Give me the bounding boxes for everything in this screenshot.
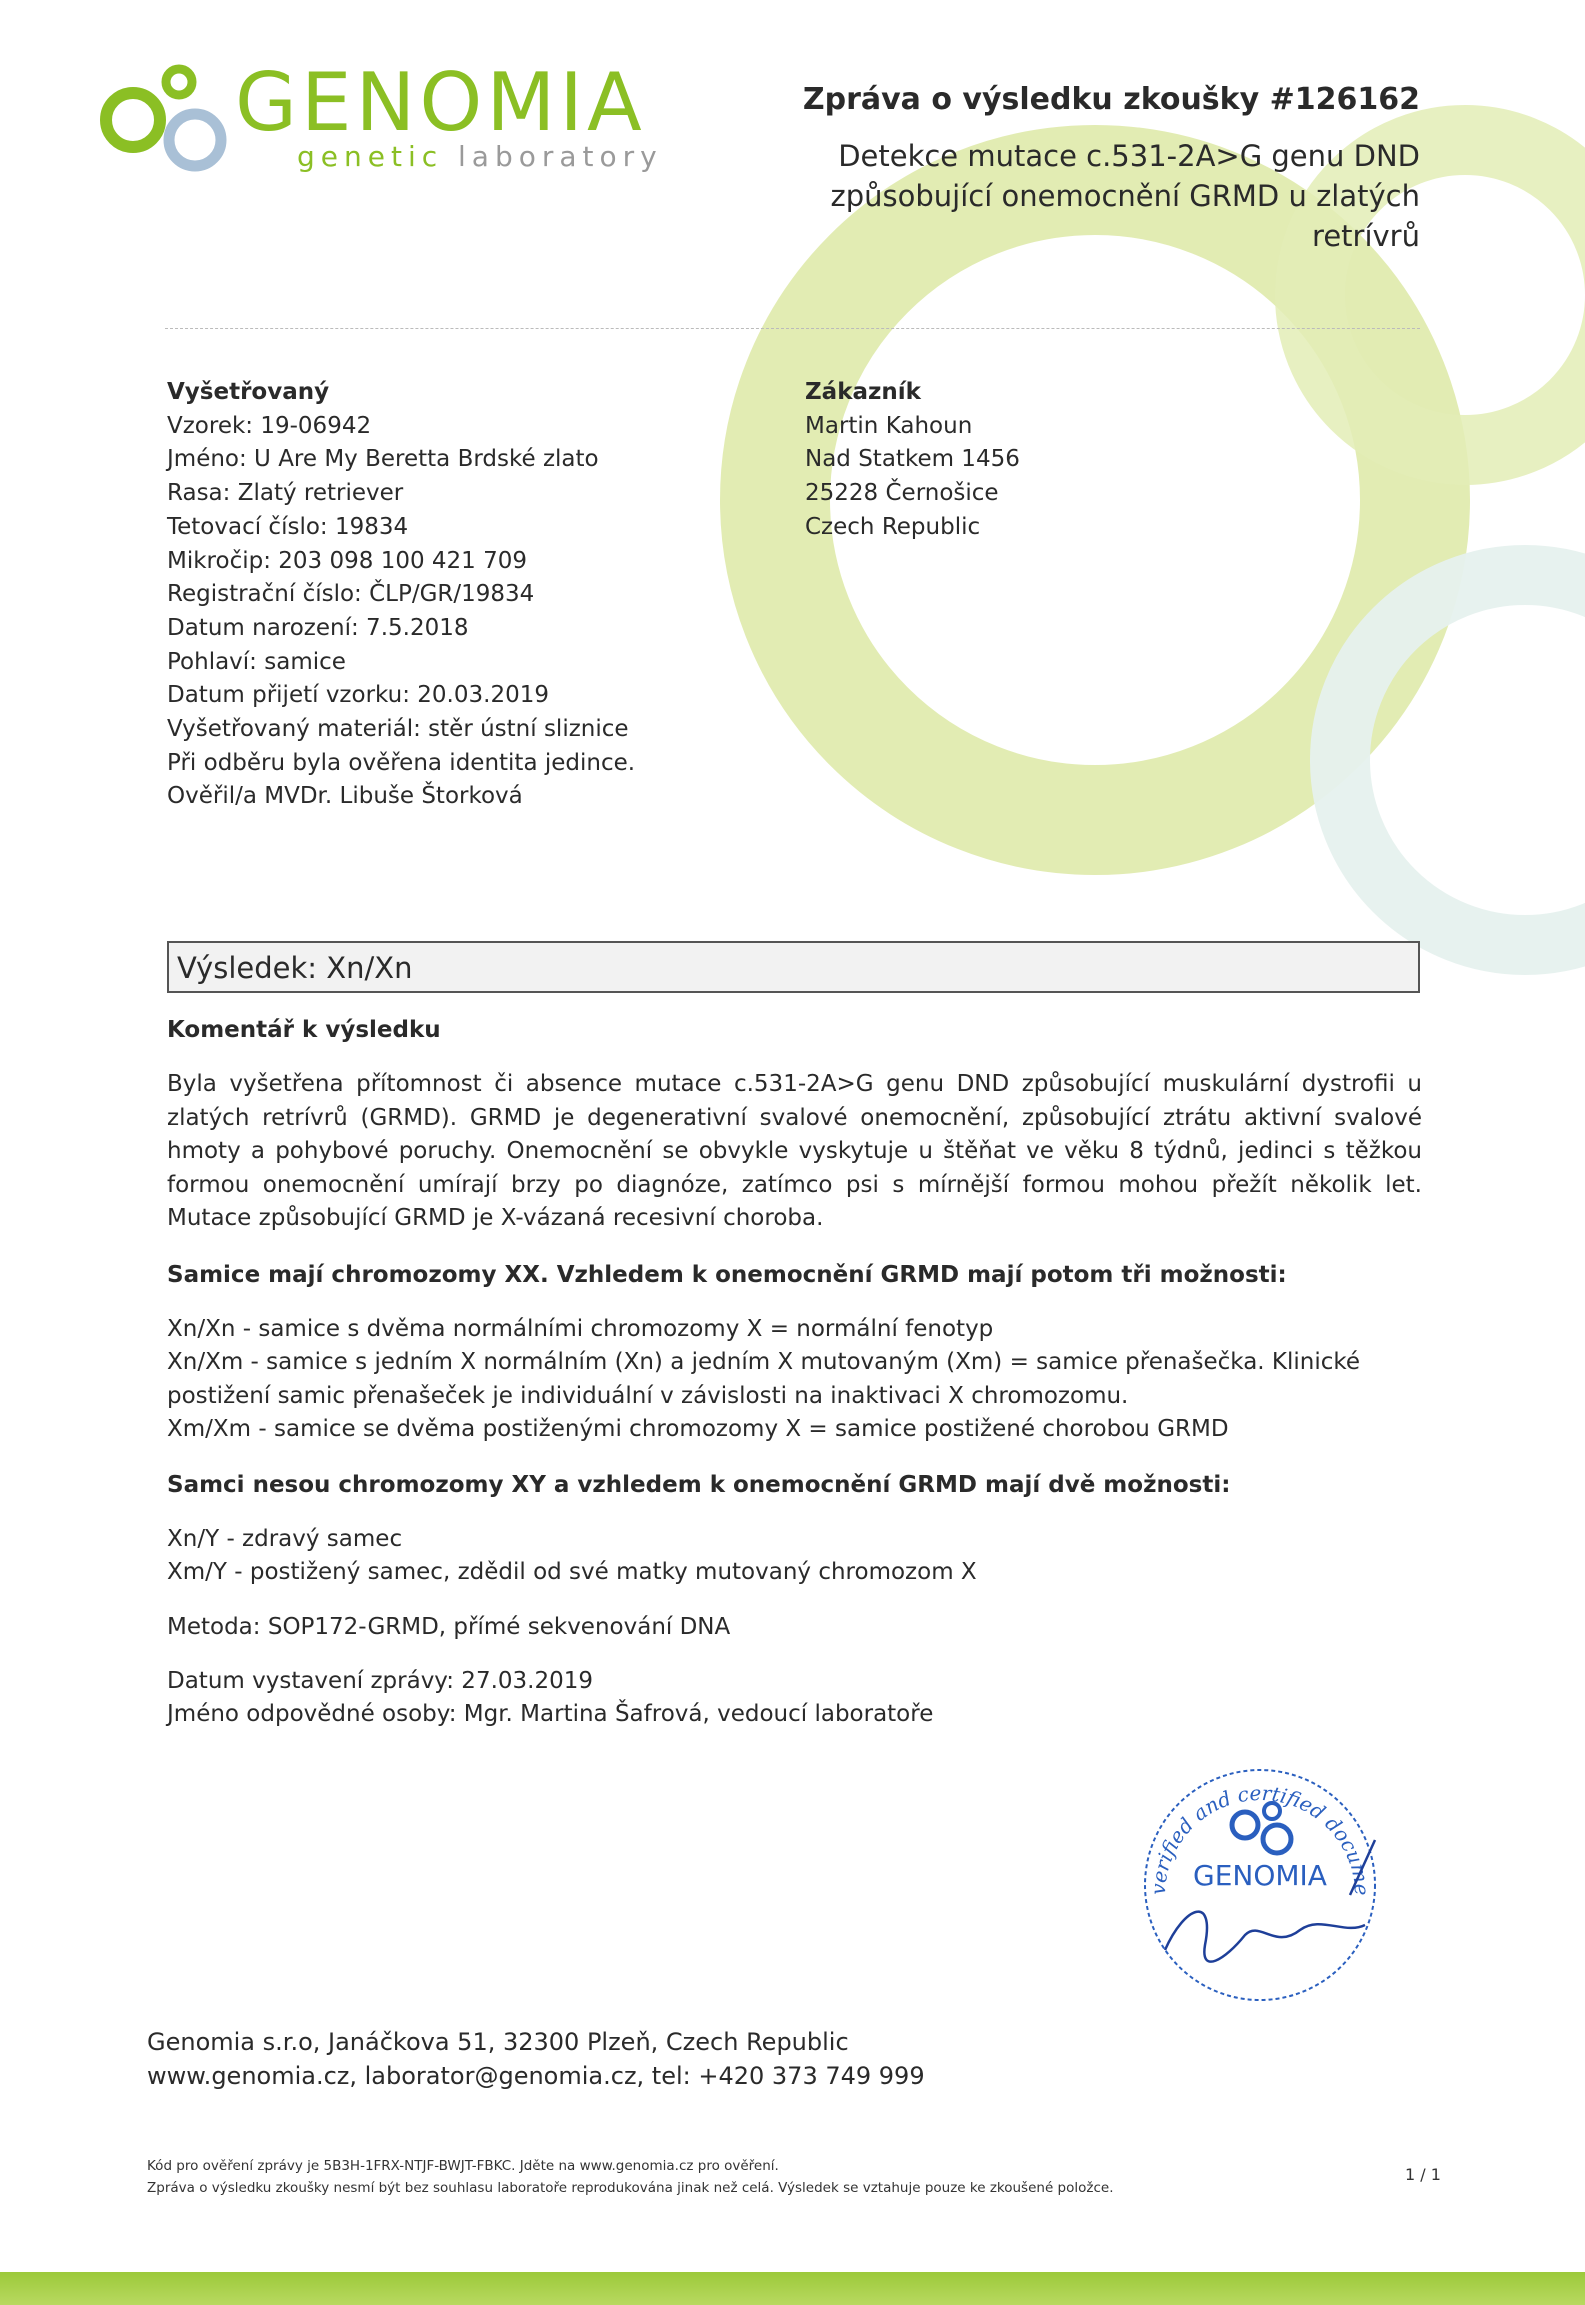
customer-line: Czech Republic — [805, 513, 981, 540]
males-line: Xm/Y - postižený samec, zdědil od své matky mutovaný chromozom X — [167, 1559, 977, 1585]
customer-line: 25228 Černošice — [805, 480, 999, 507]
females-line: Xm/Xm - samice se dvěma postiženými chromozomy X = samice postižené chorobou GRMD — [167, 1416, 1229, 1442]
footer-address: Genomia s.r.o, Janáčkova 51, 32300 Plzeň, Czech Republic www.genomia.cz, laborator@genomia.cz, tel: +420 373 749 999 — [147, 2028, 925, 2090]
stamp-graphic — [1125, 1745, 1395, 2015]
svg-text:verified and certified documen: verified and certified docume — [1145, 1780, 1375, 1897]
footer-notes — [147, 2155, 1114, 2199]
examined-line: Při odběru byla ověřena identita jedince. — [167, 749, 636, 776]
logo-wordmark: GENOMIA — [235, 56, 646, 149]
result-label: Výsledek: Xn/Xn — [177, 951, 413, 985]
result-box — [167, 941, 1420, 993]
certification-stamp — [1125, 1745, 1395, 2015]
header-divider — [165, 328, 1420, 329]
examined-line: Vzorek: 19-06942 — [167, 412, 372, 439]
bottom-color-bar — [0, 2272, 1585, 2305]
page-number: 1 / 1 — [1405, 2165, 1441, 2184]
examined-line: Mikročip: 203 098 100 421 709 — [167, 547, 528, 574]
customer-heading: Zákazník — [805, 379, 921, 405]
females-line: Xn/Xm - samice s jedním X normálním (Xn) a jedním X mutovaným (Xm) = samice přenašečka. Klinické — [167, 1349, 1361, 1375]
examined-line: Registrační číslo: ČLP/GR/19834 — [167, 581, 535, 608]
examined-line: Datum narození: 7.5.2018 — [167, 614, 469, 641]
males-heading: Samci nesou chromozomy XY a vzhledem k onemocnění GRMD mají dvě možnosti: — [167, 1472, 1231, 1498]
logo-circles-icon — [95, 62, 235, 192]
method-line: Metoda: SOP172-GRMD, přímé sekvenování DNA — [167, 1614, 731, 1640]
examined-line: Jméno: U Are My Beretta Brdské zlato — [167, 446, 599, 473]
verification-code: Kód pro ověření zprávy je 5B3H-1FRX-NTJF-BWJT-FBKC. Jděte na www.genomia.cz pro ověření. — [147, 2158, 779, 2174]
customer-section — [805, 376, 1020, 545]
examined-line: Pohlaví: samice — [167, 648, 346, 675]
comment-text: Byla vyšetřena přítomnost či absence mutace c.531-2A>G genu DND způsobující muskulární dystrofii u zlatých retrívrů (GRMD). GRMD je degenerativní svalové onemocnění, způsobující ztrátu aktivní svalové hmoty a pohybové poruchy. Onemocnění se obvykle vyskytuje u štěňat ve věku 8 týdnů, jedinci s těžkou formou onemocnění umírají brzy po diagnóze, zatímco psi s mírnější formou mohou přežít několik let. Mutace způsobující GRMD je X-vázaná recesivní choroba. — [167, 1071, 1422, 1231]
report-title: Zpráva o výsledku zkoušky #126162 — [802, 82, 1420, 117]
comment-heading: Komentář k výsledku — [167, 1017, 441, 1043]
genomia-logo — [95, 56, 675, 192]
examined-line: Ověřil/a MVDr. Libuše Štorková — [167, 783, 523, 810]
examined-line: Datum přijetí vzorku: 20.03.2019 — [167, 682, 549, 709]
examined-line: Tetovací číslo: 19834 — [167, 513, 409, 540]
examined-line: Rasa: Zlatý retriever — [167, 480, 404, 507]
females-heading: Samice mají chromozomy XX. Vzhledem k onemocnění GRMD mají potom tři možnosti: — [167, 1262, 1287, 1288]
disclaimer: Zpráva o výsledku zkoušky nesmí být bez souhlasu laboratoře reprodukována jinak než celá. Výsledek se vztahuje pouze ke zkoušené položce. — [147, 2180, 1114, 2196]
report-subtitle: Detekce mutace c.531-2A>G genu DND způsobující onemocnění GRMD u zlatých retrívrů — [830, 139, 1420, 253]
examined-heading: Vyšetřovaný — [167, 379, 330, 405]
females-line: Xn/Xn - samice s dvěma normálními chromozomy X = normální fenotyp — [167, 1316, 994, 1342]
svg-text:GENOMIA: GENOMIA — [1193, 1859, 1327, 1892]
examined-line: Vyšetřovaný materiál: stěr ústní sliznice — [167, 716, 629, 743]
customer-line: Martin Kahoun — [805, 412, 973, 439]
logo-tagline: genetic laboratory — [297, 140, 663, 173]
males-line: Xn/Y - zdravý samec — [167, 1526, 403, 1552]
issue-date: Datum vystavení zprávy: 27.03.2019 — [167, 1668, 593, 1694]
examined-section — [167, 376, 635, 814]
responsible-person: Jméno odpovědné osoby: Mgr. Martina Šafrová, vedoucí laboratoře — [167, 1701, 934, 1727]
customer-line: Nad Statkem 1456 — [805, 446, 1020, 473]
females-line: postižení samic přenašeček je individuální v závislosti na inaktivaci X chromozomu. — [167, 1383, 1129, 1409]
